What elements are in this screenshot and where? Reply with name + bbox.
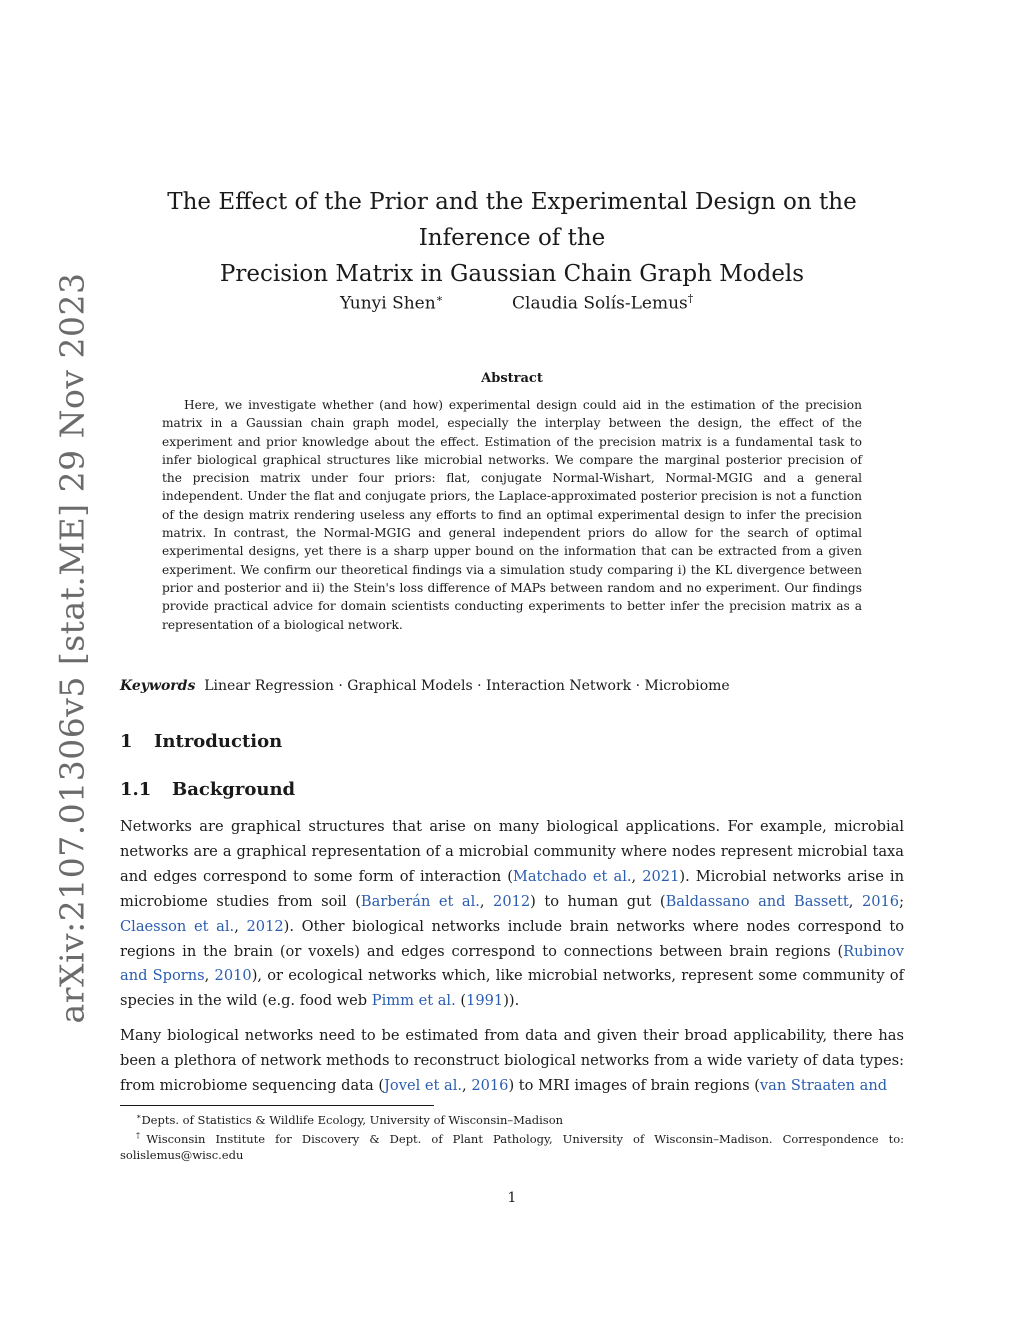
subsection-title: Background — [172, 779, 296, 800]
subsection-heading-background — [120, 779, 295, 800]
section-heading-introduction — [120, 731, 282, 752]
citation-link[interactable]: Baldassano and Bassett — [665, 892, 849, 910]
citation-link[interactable]: 2016 — [471, 1077, 509, 1095]
paragraph-1 — [120, 815, 904, 1014]
footnote-1 — [120, 1109, 904, 1128]
author-name: Yunyi Shen — [340, 293, 436, 314]
author-name: Claudia Solís-Lemus — [512, 293, 688, 314]
subsection-number: 1.1 — [120, 779, 152, 800]
author-shen — [340, 292, 443, 314]
section-title: Introduction — [154, 731, 283, 752]
text-run: ; — [899, 892, 904, 910]
author-solis-lemus — [512, 292, 693, 314]
text-run: Networks are graphical structures that arise on many biological applications. For example, microbial networks are a graphical representation of a microbial community where nodes represent microbial taxa and edges correspond to some form of interaction ( — [120, 818, 904, 885]
text-run: ). Microbial networks arise in microbiome studies from soil ( — [120, 867, 904, 910]
title-line-2: Precision Matrix in Gaussian Chain Graph Models — [219, 261, 805, 287]
footnote-text: Wisconsin Institute for Discovery & Dept. of Plant Pathology, University of Wisconsin–Madison. Correspondence to: solislemus@wisc.edu — [120, 1131, 905, 1162]
section-number: 1 — [120, 731, 133, 752]
title-line-1: The Effect of the Prior and the Experimental Design on the Inference of the — [167, 189, 857, 251]
citation-link[interactable]: 2012 — [493, 892, 531, 910]
footnotes — [120, 1109, 904, 1163]
footnote-text: Depts. of Statistics & Wildlife Ecology, University of Wisconsin–Madison — [141, 1112, 564, 1127]
citation-link[interactable]: van Straaten and — [759, 1077, 888, 1095]
abstract-body — [162, 396, 862, 634]
text-run: ), or ecological networks which, like microbial networks, represent some community of species in the wild (e.g. food web — [120, 967, 904, 1010]
keywords — [120, 678, 910, 694]
keywords-list: Linear Regression · Graphical Models · Interaction Network · Microbiome — [204, 678, 730, 694]
citation-link[interactable]: Rubinov and Sporns — [120, 942, 904, 985]
citation-link[interactable]: Barberán et al. — [360, 892, 480, 910]
citation-link[interactable]: Matchado et al. — [512, 867, 632, 885]
body-text — [120, 815, 904, 1109]
text-run: , — [631, 867, 643, 885]
citation-link[interactable]: Pimm et al. — [371, 992, 456, 1010]
citation-link[interactable]: 2010 — [214, 967, 252, 985]
citation-link[interactable]: Claesson et al. — [120, 917, 235, 935]
citation-link[interactable]: 1991 — [466, 992, 504, 1010]
keywords-label: Keywords — [120, 678, 196, 694]
footnote-mark: † — [136, 1130, 147, 1140]
text-run: )). — [503, 992, 520, 1010]
abstract-text: Here, we investigate whether (and how) experimental design could aid in the estimation of the precision matrix in a Gaussian chain graph model, especially the interplay between the design, the effect of the experiment and prior knowledge about the effect. Estimation of the precision matrix is a fundamental task to infer biological graphical structures like microbial networks. We compare the marginal posterior precision of the precision matrix under four priors: flat, conjugate Normal-Wishart, Normal-MGIG and a general independent. Under the flat and conjugate priors, the Laplace-approximated posterior precision is not a function of the design matrix rendering useless any efforts to find an optimal experimental design to infer the precision matrix. In contrast, the Normal-MGIG and general independent priors do allow for the search of optimal experimental designs, yet there is a sharp upper bound on the information that can be extracted from a given experiment. We confirm our theoretical findings via a simulation study comparing i) the KL divergence between prior and posterior and ii) the Stein's loss difference of MAPs between random and no experiment. Our findings provide practical advice for domain scientists conducting experiments to better infer the precision matrix as a representation of a biological network. — [162, 398, 862, 632]
citation-link[interactable]: Jovel et al. — [384, 1077, 463, 1095]
paper-title — [110, 184, 914, 292]
text-run: ) to MRI images of brain regions ( — [508, 1077, 760, 1095]
footnote-2 — [120, 1128, 904, 1163]
text-run: , — [462, 1077, 472, 1095]
text-run: , — [204, 967, 215, 985]
text-run: ) to human gut ( — [530, 892, 666, 910]
text-run: ( — [455, 992, 467, 1010]
footnote-divider — [120, 1105, 434, 1106]
text-run: , — [479, 892, 494, 910]
page-number: 1 — [507, 1190, 517, 1206]
author-footnote-mark: ∗ — [435, 292, 444, 305]
footnote-mark: ∗ — [136, 1112, 142, 1121]
text-run: Many biological networks need to be estimated from data and given their broad applicability, there has been a plethora of network methods to reconstruct biological networks from a wide variety of data types: from microbiome sequencing data ( — [120, 1027, 904, 1095]
citation-link[interactable]: 2021 — [642, 867, 680, 885]
citation-link[interactable]: 2016 — [861, 892, 900, 910]
abstract-heading: Abstract — [481, 371, 543, 386]
text-run: , — [848, 892, 862, 910]
arxiv-identifier-stamp: arXiv:2107.01306v5 [stat.ME] 29 Nov 2023 — [52, 272, 92, 1024]
text-run: ). Other biological networks include brain networks where nodes correspond to regions in the brain (or voxels) and edges correspond to connections between brain regions ( — [120, 917, 904, 960]
author-footnote-mark: † — [687, 292, 694, 305]
paragraph-2 — [120, 1024, 904, 1099]
citation-link[interactable]: 2012 — [246, 917, 284, 935]
text-run: , — [234, 917, 247, 935]
